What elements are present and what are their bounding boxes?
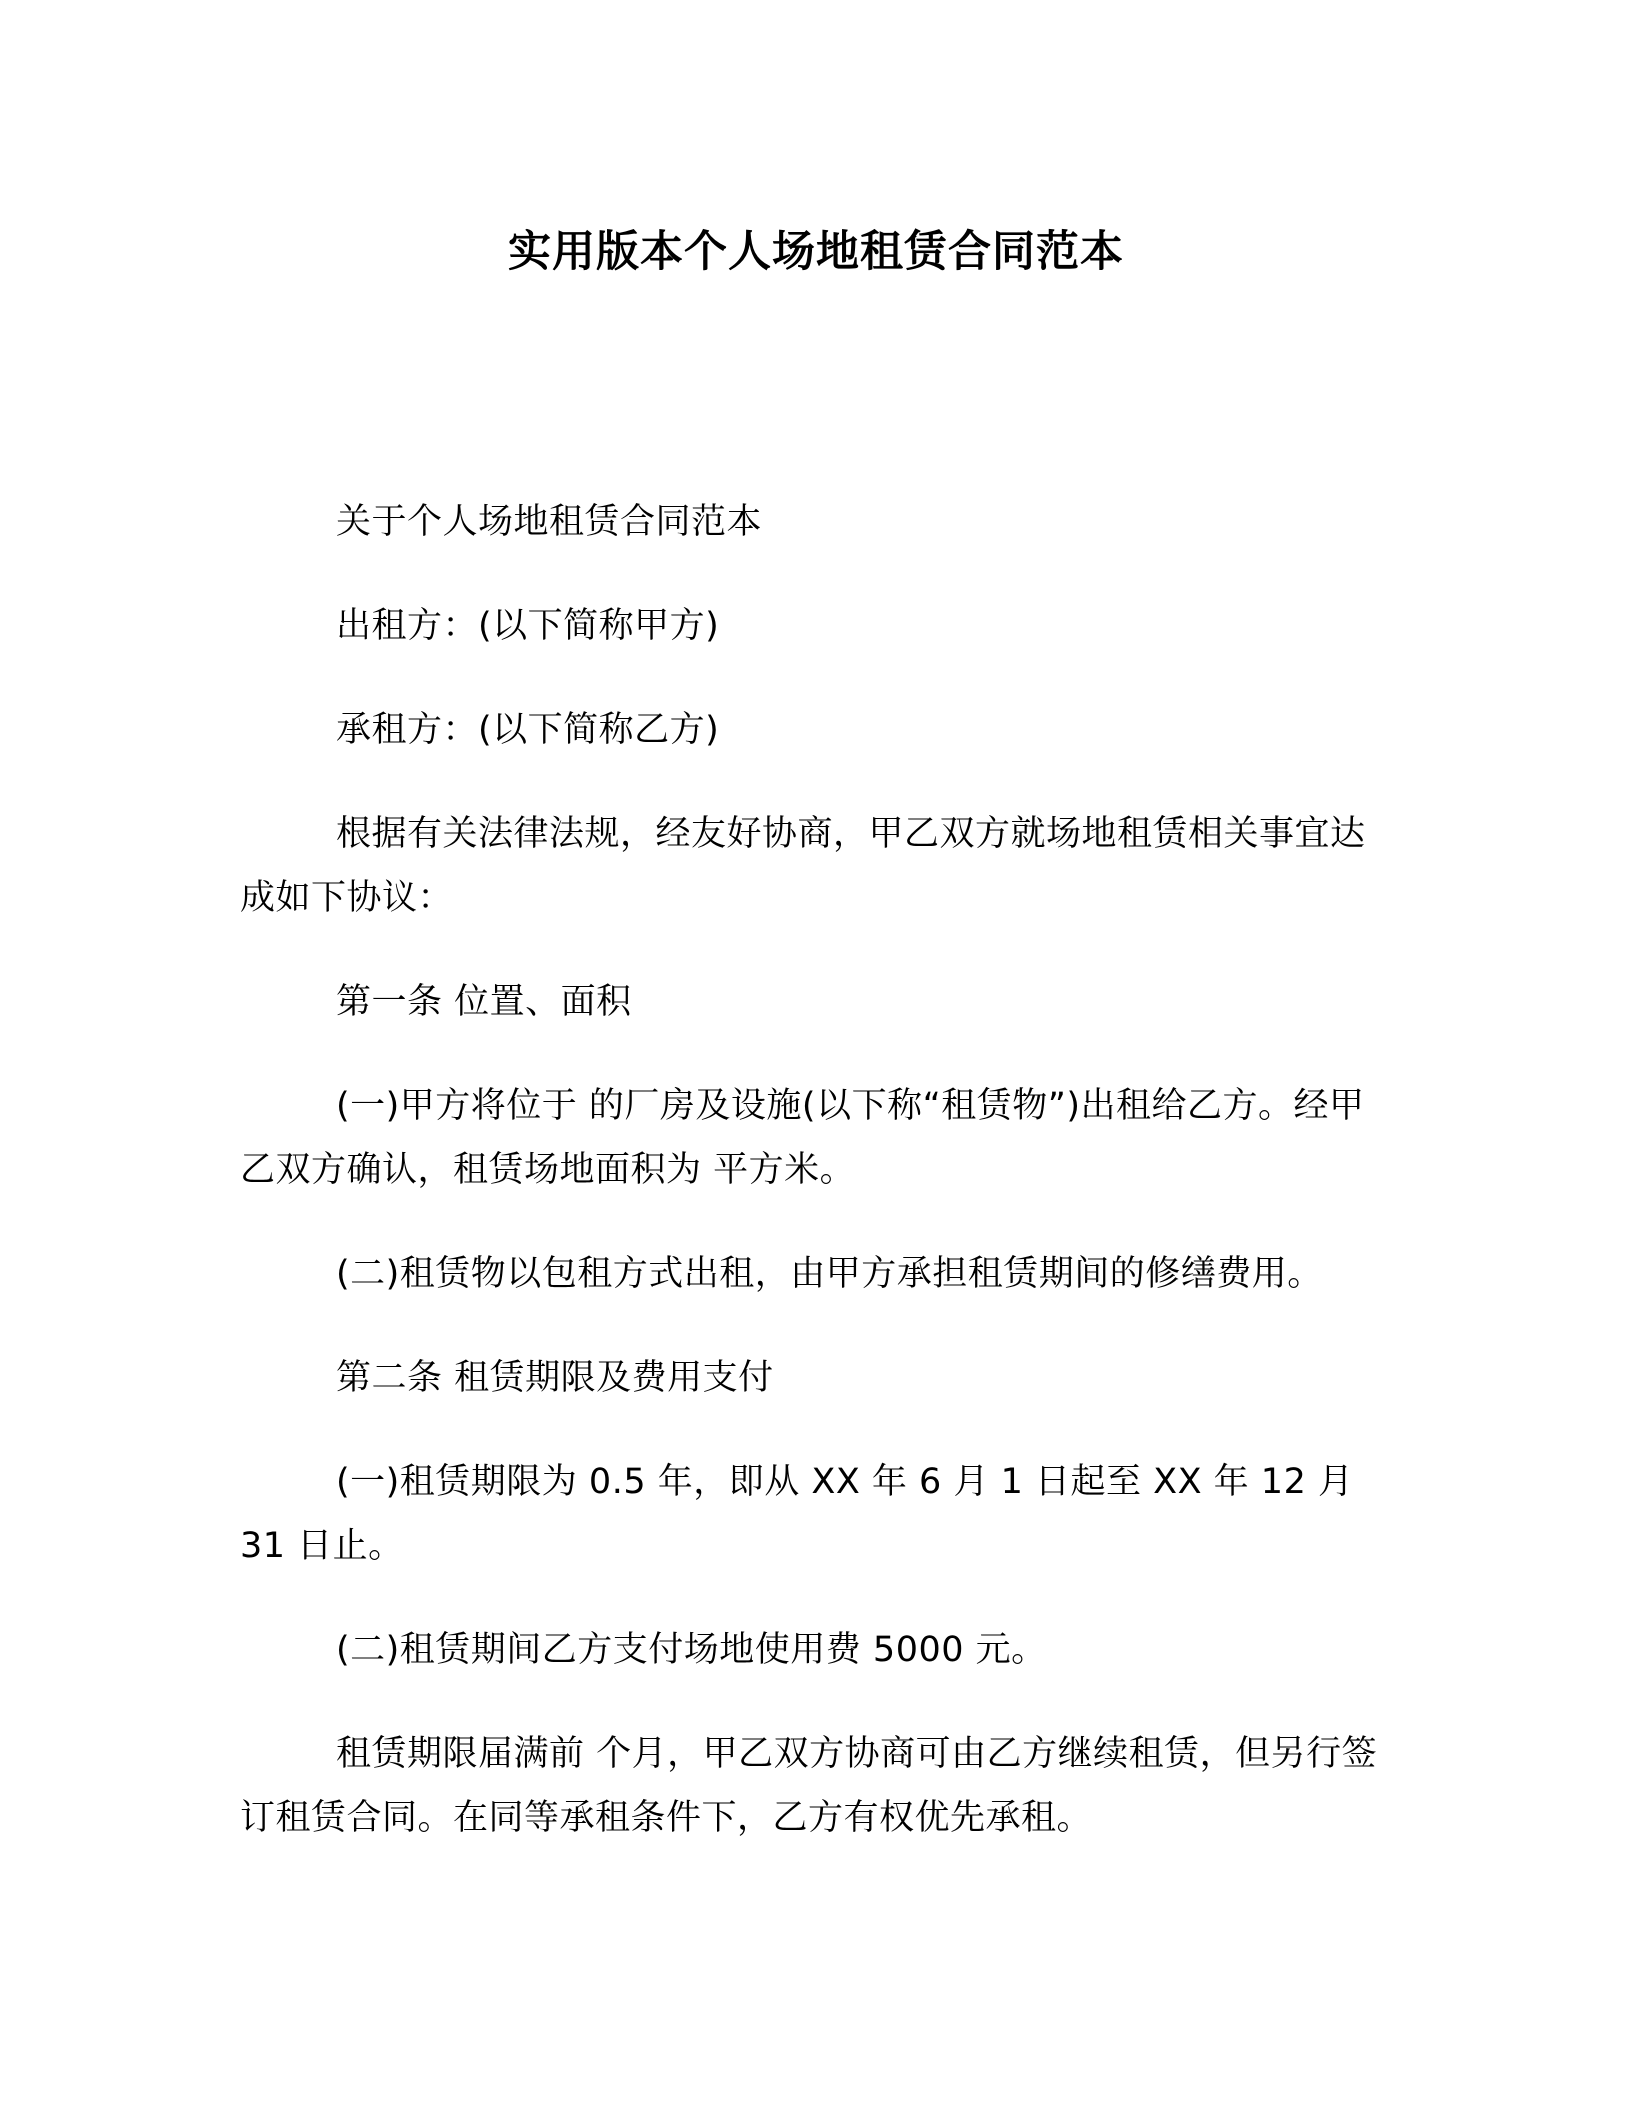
paragraph-lessee: 承租方：(以下简称乙方) — [336, 710, 720, 750]
article-1-clause-2: (二)租赁物以包租方式出租，由甲方承担租赁期间的修缮费用。 — [336, 1254, 1323, 1294]
article-2-clause-2: (二)租赁期间乙方支付场地使用费 5000 元。 — [336, 1630, 1047, 1670]
article-2-renewal: 租赁期限届满前 个月，甲乙双方协商可由乙方继续租赁，但另行签订租赁合同。在同等承租条件下，乙方有权优先承租。 — [240, 1734, 1378, 1838]
document-title: 实用版本个人场地租赁合同范本 — [508, 227, 1124, 277]
document-body — [240, 490, 1392, 1890]
article-2-heading: 第二条 租赁期限及费用支付 — [336, 1358, 774, 1398]
paragraph-intro-heading: 关于个人场地租赁合同范本 — [336, 502, 763, 542]
paragraph-lessor: 出租方：(以下简称甲方) — [336, 606, 720, 646]
article-1-heading: 第一条 位置、面积 — [336, 982, 632, 1022]
article-2-clause-1: (一)租赁期限为 0.5 年，即从 XX 年 6 月 1 日起至 XX 年 12 月 31 日止。 — [240, 1462, 1354, 1566]
article-1-clause-1: (一)甲方将位于 的厂房及设施(以下称“租赁物”)出租给乙方。经甲乙双方确认，租赁场地面积为 平方米。 — [240, 1086, 1365, 1190]
paragraph-preamble: 根据有关法律法规，经友好协商，甲乙双方就场地租赁相关事宜达成如下协议： — [240, 814, 1366, 918]
